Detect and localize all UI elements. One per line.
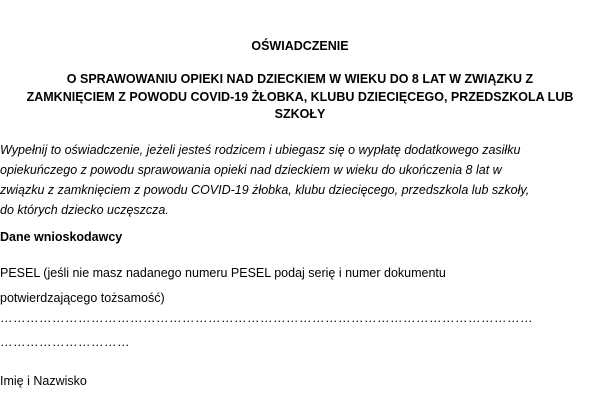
intro-line: do których dziecko uczęszcza. <box>0 203 169 217</box>
subtitle-line: ZAMKNIĘCIEM Z POWODU COVID-19 ŻŁOBKA, KLUBU DZIECIĘCEGO, PRZEDSZKOLA LUB <box>26 89 574 104</box>
subtitle-line: O SPRAWOWANIU OPIEKI NAD DZIECKIEM W WIEKU DO 8 LAT W ZWIĄZKU Z <box>66 72 534 86</box>
pesel-input-line[interactable]: …………………………………………………………………………………………………………… <box>0 311 533 325</box>
name-label: Imię i Nazwisko <box>0 374 87 388</box>
pesel-label-line: potwierdzającego tożsamość) <box>0 291 165 305</box>
pesel-label <box>0 261 600 311</box>
section-heading-applicant: Dane wnioskodawcy <box>0 230 123 244</box>
document-title: OŚWIADCZENIE <box>251 39 349 53</box>
pesel-input-line-continued[interactable]: ………………………… <box>0 335 130 349</box>
pesel-label-line: PESEL (jeśli nie masz nadanego numeru PESEL podaj serię i numer dokumentu <box>0 266 446 280</box>
intro-line: związku z zamknięciem z powodu COVID-19 żłobka, klubu dziecięcego, przedszkola lub szkoły, <box>0 183 530 197</box>
intro-line: opiekuńczego z powodu sprawowania opieki nad dzieckiem w wieku do ukończenia 8 lat w <box>0 163 502 177</box>
subtitle-line: SZKOŁY <box>274 107 326 121</box>
intro-paragraph <box>0 140 600 220</box>
intro-line: Wypełnij to oświadczenie, jeżeli jesteś rodzicem i ubiegasz się o wypłatę dodatkowego zasiłku <box>0 143 521 157</box>
document-subtitle <box>0 71 600 124</box>
